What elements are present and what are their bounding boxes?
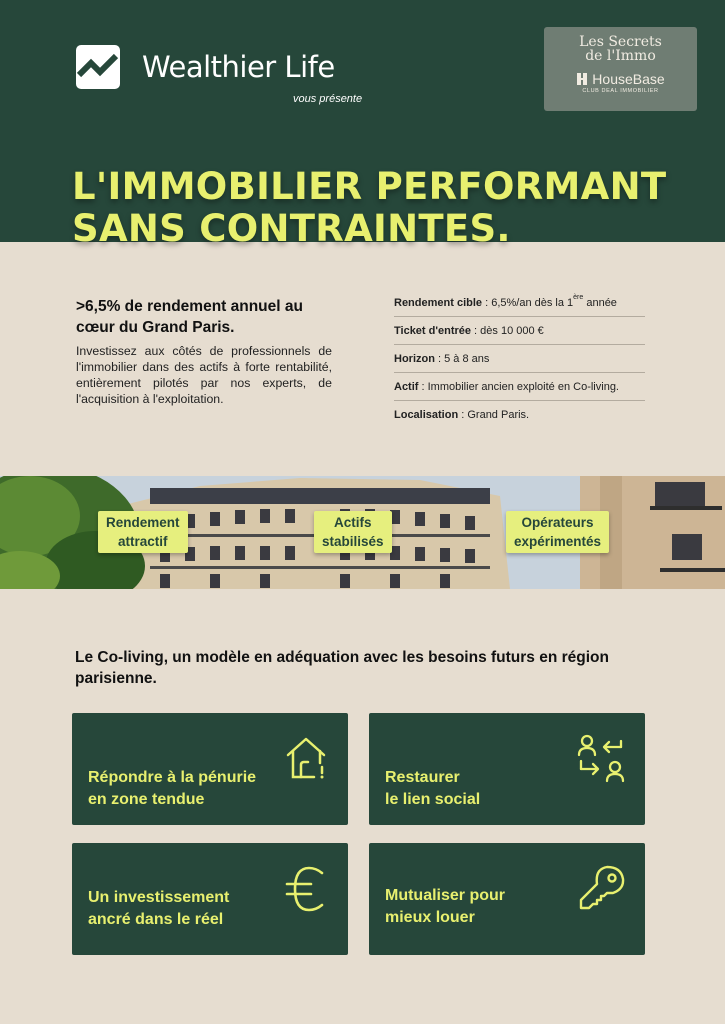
euro-icon [284,865,328,913]
card-label-line2: en zone tendue [88,791,205,808]
partner-logo [544,27,697,111]
badge-attractive-yield [98,511,188,553]
badge-line1: Opérateurs [521,515,594,530]
badge-line2: stabilisés [322,534,384,549]
housebase-icon [576,72,588,86]
badge-line2: attractif [118,534,168,549]
fact-value: : 5 à 8 ans [434,353,490,365]
fact-location [394,401,645,429]
fact-label: Ticket d'entrée [394,325,471,337]
card-label [385,885,505,929]
brand-tagline: vous présente [293,93,363,105]
card-label-line1: Mutualiser pour [385,887,506,904]
headline-line2: SANS CONTRAINTES. [72,207,511,250]
card-social-link [369,713,645,825]
card-label [88,767,256,811]
card-label-line1: Un investissement [88,889,230,906]
partner-title-line2: de l'Immo [585,48,656,64]
card-label-line2: le lien social [385,791,481,808]
card-label-line1: Restaurer [385,769,460,786]
fact-value: : Grand Paris. [458,409,530,421]
fact-asset [394,373,645,401]
intro-title: >6,5% de rendement annuel au cœur du Grand Paris. [76,298,303,336]
fact-value: : Immobilier ancien exploité en Co-living. [418,381,619,393]
fact-value: : 6,5%/an dès la 1 [482,297,574,309]
brand-name: Wealthier Life [142,50,335,84]
housebase-brand [544,71,697,87]
card-label-line2: mieux louer [385,909,475,926]
card-label-line1: Répondre à la pénurie [88,769,257,786]
badge-line1: Actifs [334,515,372,530]
headline-line1: L'IMMOBILIER PERFORMANT [72,165,667,208]
people-exchange-icon [577,733,625,783]
fact-label: Horizon [394,353,435,365]
fact-label: Rendement cible [394,297,483,309]
headline [72,166,666,250]
fact-target-yield [394,289,645,317]
badge-line1: Rendement [106,515,180,530]
intro-body: Investissez aux côtés de professionnels de l'immobilier dans des actifs à forte rentabilité, entièrement pilotés par nos experts, de l'acquisition à l'exploitation. [76,344,332,406]
coliving-section-title: Le Co-living, un modèle en adéquation avec les besoins futurs en région parisienne. [75,649,609,687]
brand-logo [76,45,335,89]
fact-value: : dès 10 000 € [471,325,544,337]
badge-line2: expérimentés [514,534,602,549]
paris-buildings-photo [0,476,725,589]
partner-title-line1: Les Secrets [579,34,662,50]
key-icon [577,863,627,913]
card-label-line2: ancré dans le réel [88,911,224,928]
housebase-name: HouseBase [592,71,665,87]
fact-horizon [394,345,645,373]
card-label [385,767,480,811]
fact-entry-ticket [394,317,645,345]
wealthier-life-logo-icon [76,45,120,89]
key-facts-list [394,289,645,429]
partner-subtitle: CLUB DEAL IMMOBILIER [582,88,659,94]
badge-experienced-operators [506,511,609,553]
card-label [88,887,229,931]
card-housing-shortage [72,713,348,825]
card-pooled-rental [369,843,645,955]
house-alert-icon [284,735,330,781]
fact-superscript: ère [573,294,584,301]
partner-title [544,35,697,63]
fact-label: Actif [394,381,419,393]
fact-value-tail: année [583,297,617,309]
badge-stabilized-assets [314,511,392,553]
fact-label: Localisation [394,409,459,421]
card-real-investment [72,843,348,955]
